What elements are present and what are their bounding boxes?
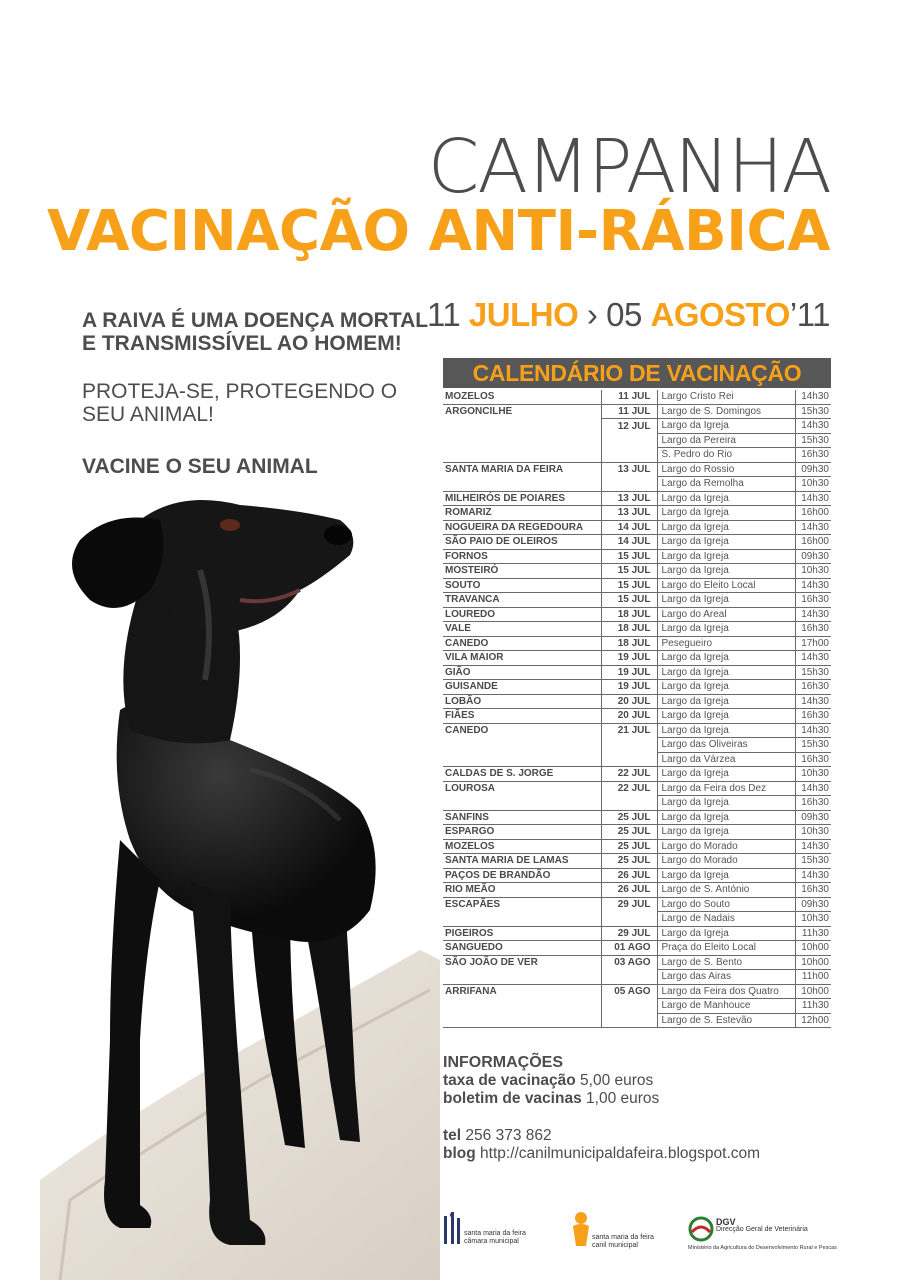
location-cell xyxy=(443,448,601,463)
date-cell: 01 AGO xyxy=(601,941,657,956)
camara-logo-text xyxy=(464,1230,526,1246)
calendar-row xyxy=(443,767,831,782)
time-cell: 14h30 xyxy=(795,839,831,854)
calendar-row xyxy=(443,984,831,999)
calendar-row xyxy=(443,564,831,579)
calendar-row xyxy=(443,665,831,680)
date-cell: 05 AGO xyxy=(601,984,657,999)
place-cell: Largo da Várzea xyxy=(657,752,795,767)
location-cell: SANTA MARIA DA FEIRA xyxy=(443,462,601,477)
location-cell: MOSTEIRÓ xyxy=(443,564,601,579)
time-cell: 16h30 xyxy=(795,752,831,767)
date-cell xyxy=(601,796,657,811)
time-cell: 14h30 xyxy=(795,607,831,622)
place-cell: Largo de Manhouce xyxy=(657,999,795,1014)
place-cell: Largo da Igreja xyxy=(657,419,795,434)
place-cell: Largo da Igreja xyxy=(657,622,795,637)
location-cell: GUISANDE xyxy=(443,680,601,695)
calendar-row xyxy=(443,723,831,738)
contact-block xyxy=(443,1127,760,1163)
place-cell: Largo da Igreja xyxy=(657,491,795,506)
time-cell: 14h30 xyxy=(795,723,831,738)
location-cell: SÃO JOÃO DE VER xyxy=(443,955,601,970)
location-cell: PIGEIROS xyxy=(443,926,601,941)
date-cell: 21 JUL xyxy=(601,723,657,738)
place-cell: Largo da Igreja xyxy=(657,926,795,941)
location-cell: FIÃES xyxy=(443,709,601,724)
time-cell: 16h00 xyxy=(795,535,831,550)
location-cell: PAÇOS DE BRANDÃO xyxy=(443,868,601,883)
location-cell: LOBÃO xyxy=(443,694,601,709)
location-cell xyxy=(443,477,601,492)
time-cell: 10h30 xyxy=(795,477,831,492)
calendar-title: CALENDÁRIO DE VACINAÇÃO xyxy=(443,358,831,388)
place-cell: Pesegueiro xyxy=(657,636,795,651)
date-cell: 26 JUL xyxy=(601,868,657,883)
date-cell: 18 JUL xyxy=(601,607,657,622)
calendar-row xyxy=(443,868,831,883)
place-cell: Largo de S. António xyxy=(657,883,795,898)
place-cell: Largo da Remolha xyxy=(657,477,795,492)
time-cell: 11h00 xyxy=(795,970,831,985)
calendar-row xyxy=(443,651,831,666)
booklet-value: 1,00 euros xyxy=(586,1090,660,1107)
date-cell: 25 JUL xyxy=(601,810,657,825)
fee-value: 5,00 euros xyxy=(580,1072,654,1089)
calendar-row xyxy=(443,738,831,753)
date-cell: 12 JUL xyxy=(601,419,657,434)
slogan-rabies-warning: A RAIVA É UMA DOENÇA MORTAL E TRANSMISSÍVEL AO HOMEM! xyxy=(82,309,428,355)
place-cell: Largo da Igreja xyxy=(657,520,795,535)
time-cell: 14h30 xyxy=(795,694,831,709)
dgv-logo-icon xyxy=(688,1214,714,1244)
location-cell xyxy=(443,796,601,811)
date-cell: 13 JUL xyxy=(601,462,657,477)
location-cell: SANTA MARIA DE LAMAS xyxy=(443,854,601,869)
calendar-row xyxy=(443,854,831,869)
place-cell: Largo do Souto xyxy=(657,897,795,912)
place-cell: Largo do Eleito Local xyxy=(657,578,795,593)
location-cell: SANGUEDO xyxy=(443,941,601,956)
booklet-line xyxy=(443,1090,659,1108)
calendar-row xyxy=(443,999,831,1014)
blog-link[interactable]: http://canilmunicipaldafeira.blogspot.com xyxy=(480,1145,761,1162)
logos-bar xyxy=(440,1208,840,1268)
camara-line2: câmara municipal xyxy=(464,1238,519,1245)
booklet-label: boletim de vacinas xyxy=(443,1090,582,1107)
date-separator: › xyxy=(586,296,598,333)
location-cell: NOGUEIRA DA REGEDOURA xyxy=(443,520,601,535)
year: ’11 xyxy=(789,296,830,333)
calendar-row xyxy=(443,926,831,941)
paw-dog-logo-icon xyxy=(568,1210,594,1250)
calendar-row xyxy=(443,839,831,854)
canil-line1: santa maria da feira xyxy=(592,1234,654,1241)
date-cell: 18 JUL xyxy=(601,622,657,637)
time-cell: 10h30 xyxy=(795,825,831,840)
location-cell xyxy=(443,419,601,434)
date-cell: 26 JUL xyxy=(601,883,657,898)
campaign-label: CAMPANHA xyxy=(427,124,830,210)
calendar-row xyxy=(443,622,831,637)
time-cell: 10h00 xyxy=(795,955,831,970)
location-cell: FORNOS xyxy=(443,549,601,564)
place-cell: Largo da Igreja xyxy=(657,825,795,840)
date-cell xyxy=(601,433,657,448)
calendar-row xyxy=(443,709,831,724)
time-cell: 14h30 xyxy=(795,390,831,404)
place-cell: Largo da Igreja xyxy=(657,665,795,680)
location-cell: SANFINS xyxy=(443,810,601,825)
calendar-row xyxy=(443,941,831,956)
slogan-protect: PROTEJA-SE, PROTEGENDO O SEU ANIMAL! xyxy=(82,380,398,426)
location-cell: ARGONCILHE xyxy=(443,404,601,419)
fee-line xyxy=(443,1072,659,1090)
date-cell: 22 JUL xyxy=(601,781,657,796)
place-cell: Praça do Eleito Local xyxy=(657,941,795,956)
calendar-row xyxy=(443,796,831,811)
place-cell: Largo das Oliveiras xyxy=(657,738,795,753)
date-cell: 25 JUL xyxy=(601,825,657,840)
time-cell: 10h30 xyxy=(795,564,831,579)
place-cell: Largo da Igreja xyxy=(657,680,795,695)
calendar-row xyxy=(443,520,831,535)
date-cell xyxy=(601,752,657,767)
place-cell: Largo do Morado xyxy=(657,839,795,854)
tel-value: 256 373 862 xyxy=(465,1127,552,1144)
date-cell: 14 JUL xyxy=(601,535,657,550)
location-cell: CANEDO xyxy=(443,636,601,651)
time-cell: 15h30 xyxy=(795,665,831,680)
dgv-logo-text xyxy=(716,1218,808,1234)
calendar-row xyxy=(443,419,831,434)
location-cell: LOUROSA xyxy=(443,781,601,796)
location-cell: LOUREDO xyxy=(443,607,601,622)
date-cell: 15 JUL xyxy=(601,564,657,579)
place-cell: Largo do Rossio xyxy=(657,462,795,477)
fee-label: taxa de vacinação xyxy=(443,1072,576,1089)
calendar-row xyxy=(443,433,831,448)
calendar-row xyxy=(443,680,831,695)
place-cell: Largo da Igreja xyxy=(657,810,795,825)
location-cell xyxy=(443,433,601,448)
time-cell: 10h00 xyxy=(795,984,831,999)
time-cell: 12h00 xyxy=(795,1013,831,1028)
date-cell: 15 JUL xyxy=(601,549,657,564)
dgv-ministry-text: Ministério da Agricultura do Desenvolvimento Rural e Pescas xyxy=(688,1245,837,1251)
location-cell: MOZELOS xyxy=(443,390,601,404)
date-cell: 20 JUL xyxy=(601,694,657,709)
place-cell: Largo da Igreja xyxy=(657,651,795,666)
location-cell: GIÃO xyxy=(443,665,601,680)
time-cell: 16h30 xyxy=(795,593,831,608)
location-cell xyxy=(443,738,601,753)
slogan-vaccinate: VACINE O SEU ANIMAL xyxy=(82,455,318,478)
date-cell: 19 JUL xyxy=(601,665,657,680)
dgv-title: DGV xyxy=(716,1217,736,1227)
start-month: JULHO xyxy=(468,296,579,333)
calendar-row xyxy=(443,491,831,506)
campaign-dates xyxy=(427,296,830,334)
calendar-body xyxy=(443,390,831,1028)
time-cell: 14h30 xyxy=(795,781,831,796)
dgv-line1: Direcção Geral de Veterinária xyxy=(716,1226,808,1233)
place-cell: Largo das Airas xyxy=(657,970,795,985)
calendar-row xyxy=(443,752,831,767)
place-cell: Largo de S. Bento xyxy=(657,955,795,970)
calendar-row xyxy=(443,781,831,796)
date-cell: 03 AGO xyxy=(601,955,657,970)
place-cell: Largo da Feira dos Dez xyxy=(657,781,795,796)
place-cell: Largo da Igreja xyxy=(657,796,795,811)
date-cell: 11 JUL xyxy=(601,404,657,419)
time-cell: 11h30 xyxy=(795,926,831,941)
black-dog-icon xyxy=(0,480,440,1280)
date-cell xyxy=(601,999,657,1014)
time-cell: 15h30 xyxy=(795,854,831,869)
date-cell: 22 JUL xyxy=(601,767,657,782)
date-cell xyxy=(601,738,657,753)
time-cell: 09h30 xyxy=(795,462,831,477)
date-cell: 13 JUL xyxy=(601,506,657,521)
place-cell: Largo da Igreja xyxy=(657,506,795,521)
camara-logo-icon xyxy=(442,1212,462,1248)
time-cell: 10h30 xyxy=(795,912,831,927)
date-cell: 14 JUL xyxy=(601,520,657,535)
calendar-row xyxy=(443,477,831,492)
time-cell: 16h30 xyxy=(795,796,831,811)
location-cell: ESPARGO xyxy=(443,825,601,840)
time-cell: 14h30 xyxy=(795,868,831,883)
date-cell xyxy=(601,477,657,492)
place-cell: Largo do Morado xyxy=(657,854,795,869)
location-cell: ARRIFANA xyxy=(443,984,601,999)
date-cell: 19 JUL xyxy=(601,651,657,666)
calendar-row xyxy=(443,607,831,622)
date-cell xyxy=(601,912,657,927)
time-cell: 14h30 xyxy=(795,520,831,535)
place-cell: Largo da Igreja xyxy=(657,593,795,608)
time-cell: 16h30 xyxy=(795,883,831,898)
calendar-row xyxy=(443,390,831,404)
location-cell xyxy=(443,752,601,767)
time-cell: 16h30 xyxy=(795,448,831,463)
calendar-table xyxy=(443,390,831,1028)
time-cell: 14h30 xyxy=(795,578,831,593)
date-cell: 15 JUL xyxy=(601,593,657,608)
calendar-row xyxy=(443,970,831,985)
location-cell: TRAVANCA xyxy=(443,593,601,608)
date-cell xyxy=(601,448,657,463)
time-cell: 16h30 xyxy=(795,622,831,637)
time-cell: 14h30 xyxy=(795,651,831,666)
place-cell: Largo da Igreja xyxy=(657,535,795,550)
time-cell: 15h30 xyxy=(795,738,831,753)
place-cell: Largo da Igreja xyxy=(657,564,795,579)
place-cell: Largo da Igreja xyxy=(657,694,795,709)
date-cell: 25 JUL xyxy=(601,854,657,869)
date-cell: 29 JUL xyxy=(601,926,657,941)
date-cell: 11 JUL xyxy=(601,390,657,404)
vaccination-calendar xyxy=(443,390,831,1028)
calendar-row xyxy=(443,448,831,463)
location-cell: SÃO PAIO DE OLEIROS xyxy=(443,535,601,550)
blog-label: blog xyxy=(443,1145,476,1162)
location-cell: ESCAPÃES xyxy=(443,897,601,912)
location-cell xyxy=(443,970,601,985)
info-heading: INFORMAÇÕES xyxy=(443,1054,563,1071)
place-cell: Largo de S. Estevão xyxy=(657,1013,795,1028)
campaign-title: VACINAÇÃO ANTI-RÁBICA xyxy=(47,199,830,264)
canil-line2: canil municipal xyxy=(592,1242,638,1249)
location-cell: CALDAS DE S. JORGE xyxy=(443,767,601,782)
tel-line xyxy=(443,1127,760,1145)
time-cell: 09h30 xyxy=(795,897,831,912)
time-cell: 15h30 xyxy=(795,404,831,419)
calendar-row xyxy=(443,506,831,521)
date-cell: 13 JUL xyxy=(601,491,657,506)
calendar-row xyxy=(443,912,831,927)
time-cell: 14h30 xyxy=(795,419,831,434)
place-cell: Largo da Igreja xyxy=(657,723,795,738)
calendar-row xyxy=(443,636,831,651)
time-cell: 11h30 xyxy=(795,999,831,1014)
place-cell: S. Pedro do Rio xyxy=(657,448,795,463)
time-cell: 10h00 xyxy=(795,941,831,956)
time-cell: 09h30 xyxy=(795,810,831,825)
place-cell: Largo da Igreja xyxy=(657,549,795,564)
place-cell: Largo Cristo Rei xyxy=(657,390,795,404)
calendar-row xyxy=(443,825,831,840)
blog-line xyxy=(443,1145,760,1163)
location-cell: MOZELOS xyxy=(443,839,601,854)
calendar-row xyxy=(443,897,831,912)
time-cell: 16h30 xyxy=(795,680,831,695)
place-cell: Largo da Igreja xyxy=(657,767,795,782)
place-cell: Largo do Areal xyxy=(657,607,795,622)
location-cell: VILA MAIOR xyxy=(443,651,601,666)
location-cell: CANEDO xyxy=(443,723,601,738)
calendar-row xyxy=(443,1013,831,1028)
location-cell: ROMARIZ xyxy=(443,506,601,521)
calendar-row xyxy=(443,578,831,593)
calendar-row xyxy=(443,535,831,550)
place-cell: Largo de Nadais xyxy=(657,912,795,927)
time-cell: 09h30 xyxy=(795,549,831,564)
date-cell: 19 JUL xyxy=(601,680,657,695)
calendar-row xyxy=(443,462,831,477)
place-cell: Largo de S. Domingos xyxy=(657,404,795,419)
time-cell: 16h00 xyxy=(795,506,831,521)
location-cell: MILHEIRÓS DE POIARES xyxy=(443,491,601,506)
start-day: 11 xyxy=(426,296,461,333)
place-cell: Largo da Igreja xyxy=(657,868,795,883)
calendar-row xyxy=(443,955,831,970)
date-cell: 29 JUL xyxy=(601,897,657,912)
end-day: 05 xyxy=(606,296,642,333)
end-month: AGOSTO xyxy=(650,296,790,333)
tel-label: tel xyxy=(443,1127,462,1144)
calendar-row xyxy=(443,810,831,825)
calendar-row xyxy=(443,593,831,608)
date-cell: 15 JUL xyxy=(601,578,657,593)
location-cell xyxy=(443,999,601,1014)
time-cell: 10h30 xyxy=(795,767,831,782)
location-cell: VALE xyxy=(443,622,601,637)
calendar-row xyxy=(443,549,831,564)
location-cell xyxy=(443,912,601,927)
canil-logo-text xyxy=(592,1234,654,1250)
location-cell xyxy=(443,1013,601,1028)
date-cell: 25 JUL xyxy=(601,839,657,854)
time-cell: 16h30 xyxy=(795,709,831,724)
place-cell: Largo da Pereira xyxy=(657,433,795,448)
time-cell: 15h30 xyxy=(795,433,831,448)
calendar-row xyxy=(443,404,831,419)
camara-line1: santa maria da feira xyxy=(464,1230,526,1237)
calendar-row xyxy=(443,694,831,709)
date-cell xyxy=(601,1013,657,1028)
information-block xyxy=(443,1054,659,1108)
place-cell: Largo da Feira dos Quatro xyxy=(657,984,795,999)
time-cell: 17h00 xyxy=(795,636,831,651)
calendar-row xyxy=(443,883,831,898)
location-cell: SOUTO xyxy=(443,578,601,593)
date-cell xyxy=(601,970,657,985)
location-cell: RIO MEÃO xyxy=(443,883,601,898)
date-cell: 20 JUL xyxy=(601,709,657,724)
place-cell: Largo da Igreja xyxy=(657,709,795,724)
time-cell: 14h30 xyxy=(795,491,831,506)
date-cell: 18 JUL xyxy=(601,636,657,651)
